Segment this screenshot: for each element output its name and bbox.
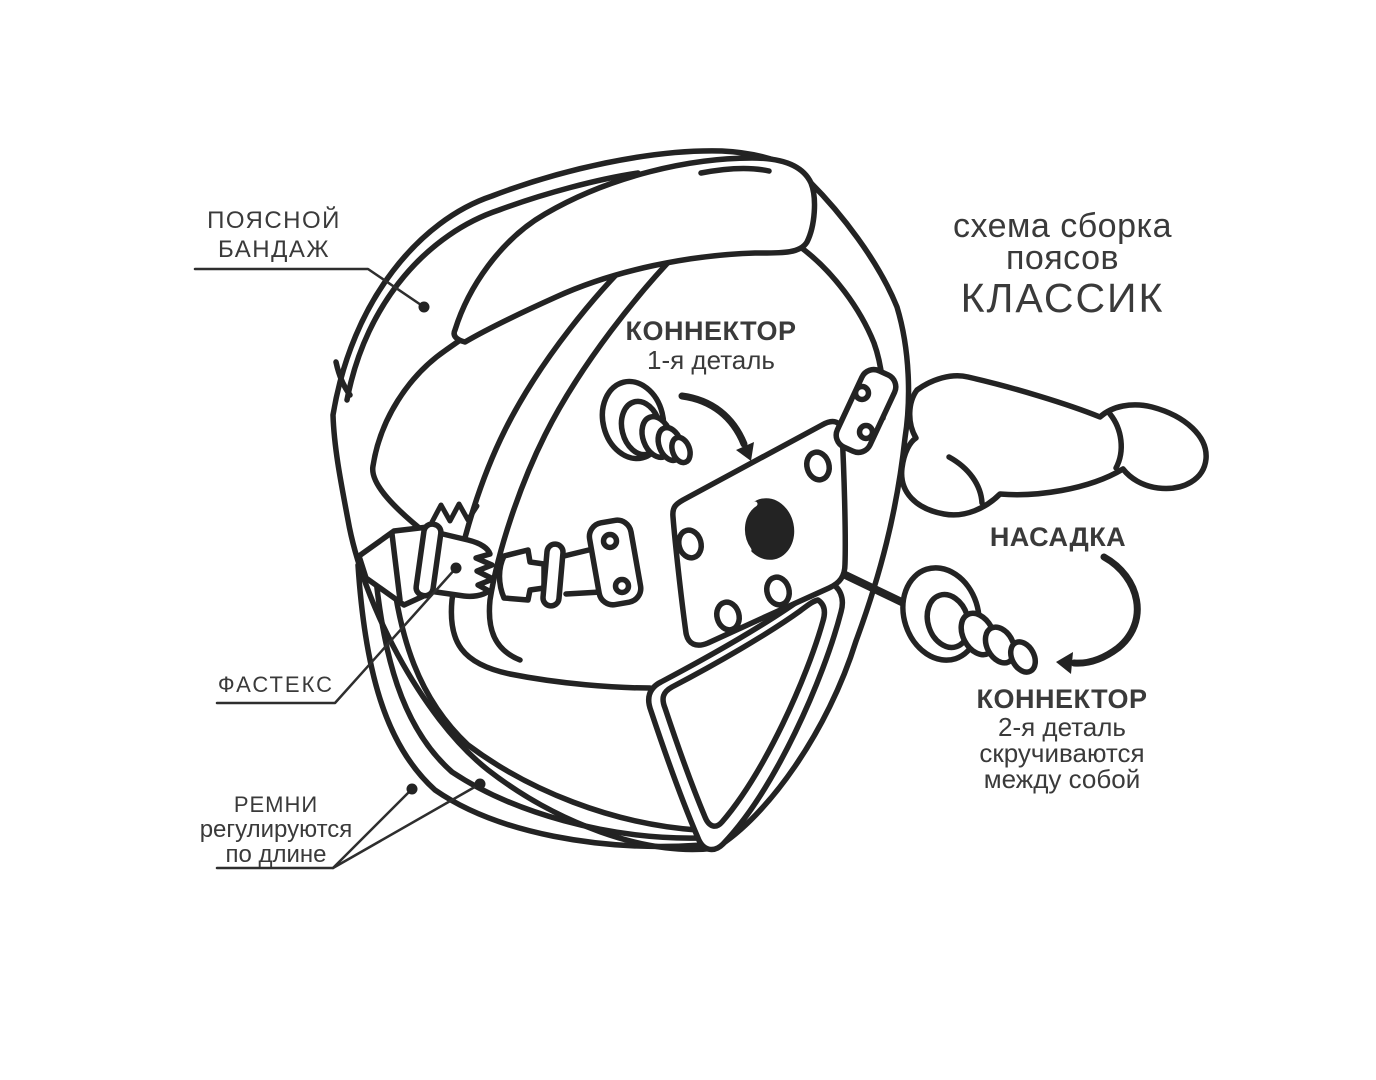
diagram-title-line1: схема сборка xyxy=(952,207,1173,245)
arrow-attachment-to-connector2 xyxy=(1056,557,1137,674)
label-connector-2-name: КОННЕКТОР xyxy=(976,684,1148,714)
diagram-title-line2: поясов xyxy=(1005,239,1120,277)
label-connector-2 xyxy=(942,684,1182,792)
label-connector-2-detail: 2-я деталь xyxy=(998,712,1126,742)
label-waist-band-line2: БАНДАЖ xyxy=(218,236,330,263)
label-waist-band xyxy=(154,206,394,264)
label-straps-note2: по длине xyxy=(225,841,327,868)
label-connector-1-name: КОННЕКТОР xyxy=(625,316,797,346)
diagram-title xyxy=(920,207,1205,321)
label-connector-1 xyxy=(591,316,831,374)
label-attachment-name: НАСАДКА xyxy=(989,522,1127,552)
label-connector-1-detail: 1-я деталь xyxy=(647,345,775,375)
label-fastex xyxy=(156,672,396,698)
diagram-title-line3: КЛАССИК xyxy=(960,275,1165,321)
label-straps-note1: регулируются xyxy=(199,816,353,843)
connector-part2-drawing xyxy=(891,558,1040,676)
label-straps xyxy=(156,792,396,867)
label-straps-name: РЕМНИ xyxy=(233,792,319,817)
label-waist-band-line1: ПОЯСНОЙ xyxy=(207,207,341,234)
label-connector-2-note2: между собой xyxy=(983,764,1141,794)
label-connector-2-note1: скручиваются xyxy=(979,738,1145,768)
label-fastex-name: ФАСТЕКС xyxy=(217,672,335,697)
attachment-drawing xyxy=(902,376,1206,515)
label-attachment xyxy=(938,522,1178,552)
